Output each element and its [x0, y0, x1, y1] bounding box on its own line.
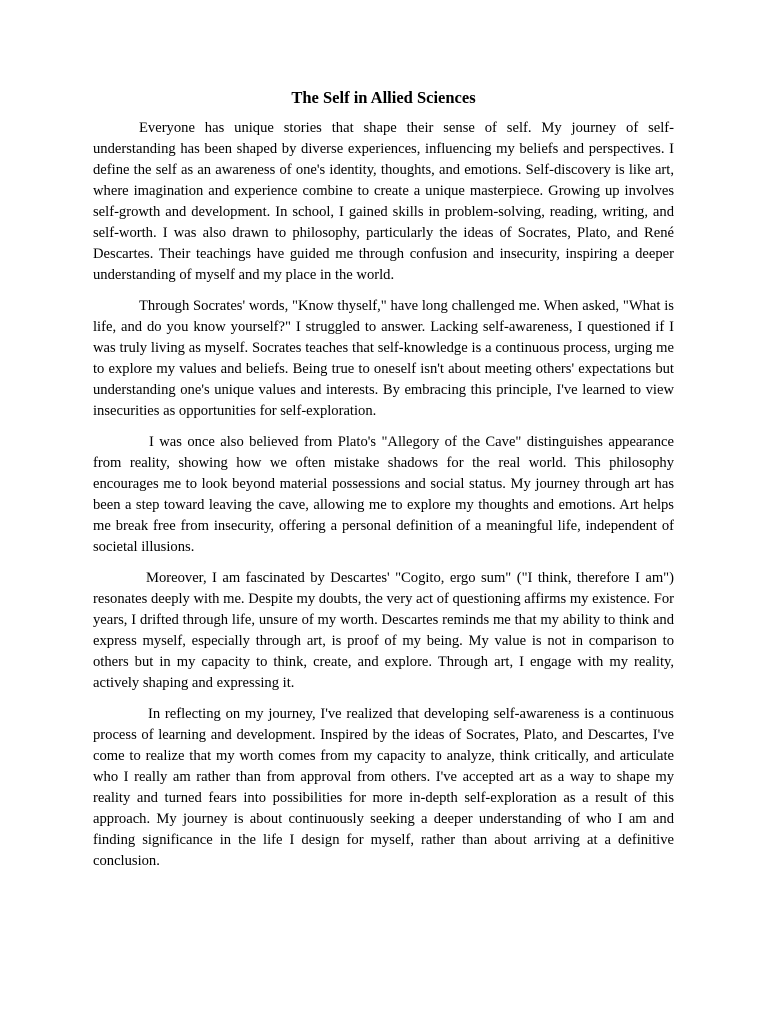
paragraph-socrates: Through Socrates' words, "Know thyself," have long challenged me. When asked, "What is life, and do you know yourself?" I struggled to answer. Lacking self-awareness, I questioned if I was truly living as myself. Socrates teaches that self-knowledge is a continuous process, urging me to explore my values and beliefs. Being true to oneself isn't about meeting others' expectations but understanding one's unique values and interests. By embracing this principle, I've learned to view insecurities as opportunities for self-exploration. — [93, 298, 674, 419]
document-body — [93, 118, 674, 882]
paragraph-descartes: Moreover, I am fascinated by Descartes' "Cogito, ergo sum" ("I think, therefore I am") resonates deeply with me. Despite my doubts, the very act of questioning affirms my existence. For years, I drifted through life, unsure of my worth. Descartes reminds me that my ability to think and express myself, especially through art, is proof of my being. My value is not in comparison to others but in my capacity to think, create, and explore. Through art, I engage with my reality, actively shaping and expressing it. — [93, 570, 674, 691]
paragraph-introduction: Everyone has unique stories that shape their sense of self. My journey of self-understanding has been shaped by diverse experiences, influencing my beliefs and perspectives. I define the self as an awareness of one's identity, thoughts, and emotions. Self-discovery is like art, where imagination and experience combine to create a unique masterpiece. Growing up involves self-growth and development. In school, I gained skills in problem-solving, reading, writing, and self-worth. I was also drawn to philosophy, particularly the ideas of Socrates, Plato, and René Descartes. Their teachings have guided me through confusion and insecurity, inspiring a deeper understanding of myself and my place in the world. — [93, 120, 674, 283]
paragraph-plato: I was once also believed from Plato's "Allegory of the Cave" distinguishes appearance from reality, showing how we often mistake shadows for the real world. This philosophy encourages me to look beyond material possessions and social status. My journey through art has been a step toward leaving the cave, allowing me to explore my thoughts and emotions. Art helps me break free from insecurity, offering a personal definition of a meaningful life, independent of societal illusions. — [93, 434, 674, 555]
paragraph-conclusion: In reflecting on my journey, I've realized that developing self-awareness is a continuous process of learning and development. Inspired by the ideas of Socrates, Plato, and Descartes, I've come to realize that my worth comes from my capacity to analyze, think critically, and articulate who I really am rather than from approval from others. I've accepted art as a way to shape my reality and turned fears into possibilities for more in-depth self-exploration as a result of this approach. My journey is about continuously seeking a deeper understanding of who I am and finding significance in the life I design for myself, rather than about arriving at a definitive conclusion. — [93, 706, 674, 869]
document-title: The Self in Allied Sciences — [291, 88, 476, 107]
